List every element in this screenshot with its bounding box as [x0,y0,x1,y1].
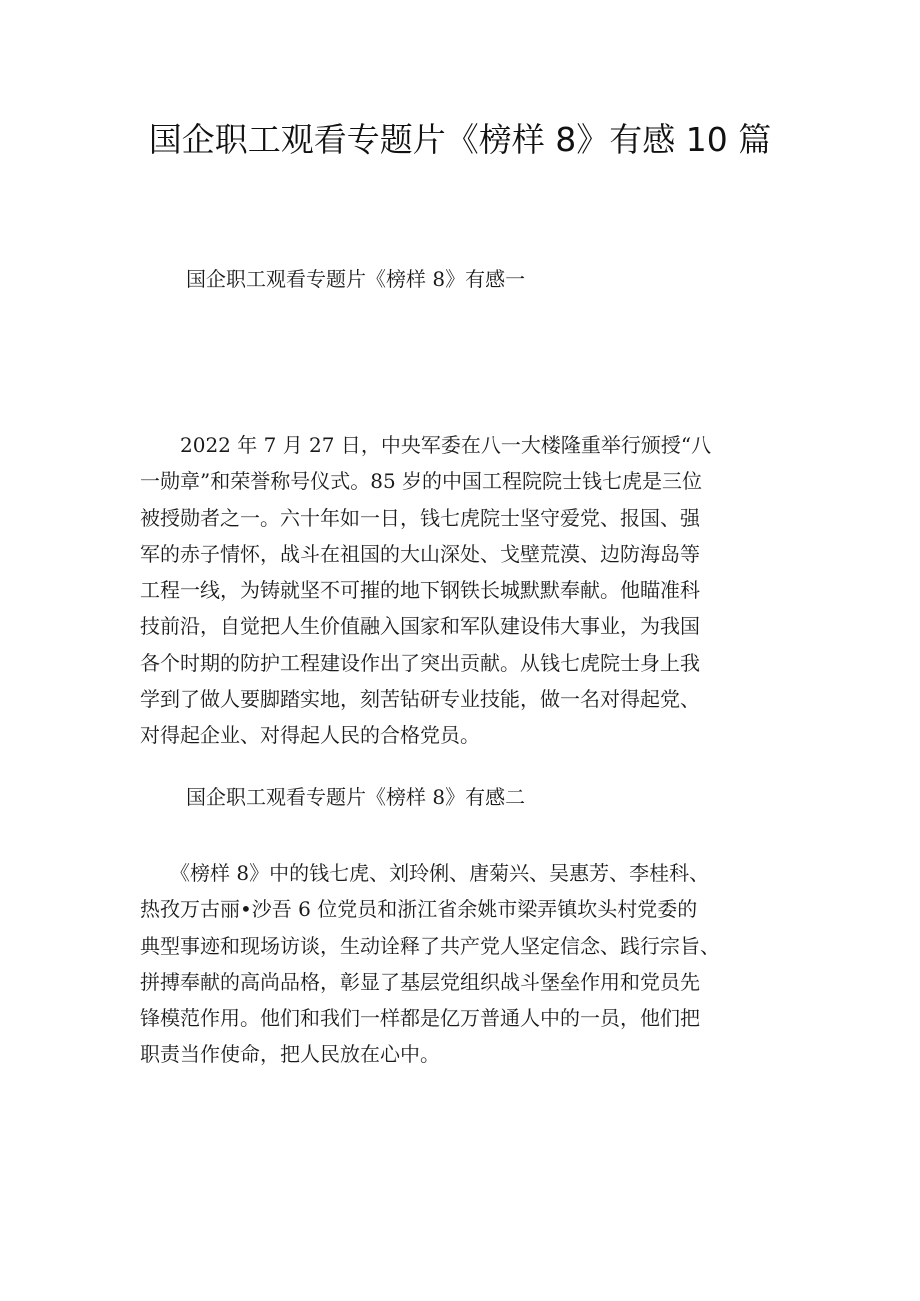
paragraph-line: 热孜万古丽•沙吾 6 位党员和浙江省余姚市梁弄镇坎头村党委的 [140,897,698,922]
paragraph [140,427,800,754]
paragraph-line: 典型事迹和现场访谈，生动诠释了共产党人坚定信念、践行宗旨、 [140,933,720,958]
paragraph-line: 被授勋者之一。六十年如一日，钱七虎院士坚守爱党、报国、强 [140,505,700,530]
section-heading: 国企职工观看专题片《榜样 8》有感一 [186,267,526,291]
paragraph-line: 军的赤子情怀，战斗在祖国的大山深处、戈壁荒漠、边防海岛等 [140,541,700,566]
paragraph-line: 对得起企业、对得起人民的合格党员。 [140,723,480,748]
paragraph-line: 拼搏奉献的高尚品格，彰显了基层党组织战斗堡垒作用和党员先 [140,969,700,994]
paragraph [140,855,800,1073]
paragraph-line: 一勋章”和荣誉称号仪式。85 岁的中国工程院院士钱七虎是三位 [140,469,703,494]
paragraph-line: 锋模范作用。他们和我们一样都是亿万普通人中的一员，他们把 [140,1006,700,1031]
paragraph-line: 技前沿，自觉把人生价值融入国家和军队建设伟大事业，为我国 [140,614,700,639]
paragraph-line: 学到了做人要脚踏实地，刻苦钻研专业技能，做一名对得起党、 [140,687,700,712]
paragraph-line: 《榜样 8》中的钱七虎、刘玲俐、唐菊兴、吴惠芳、李桂科、 [140,861,710,885]
paragraph-line: 2022 年 7 月 27 日，中央军委在八一大楼隆重举行颁授“八 [140,433,712,457]
paragraph-line: 各个时期的防护工程建设作出了突出贡献。从钱七虎院士身上我 [140,650,700,675]
paragraph-line: 工程一线，为铸就坚不可摧的地下钢铁长城默默奉献。他瞄准科 [140,578,700,603]
section-heading: 国企职工观看专题片《榜样 8》有感二 [186,785,526,809]
paragraph-line: 职责当作使命，把人民放在心中。 [140,1042,440,1067]
document-title: 国企职工观看专题片《榜样 8》有感 10 篇 [148,120,772,159]
